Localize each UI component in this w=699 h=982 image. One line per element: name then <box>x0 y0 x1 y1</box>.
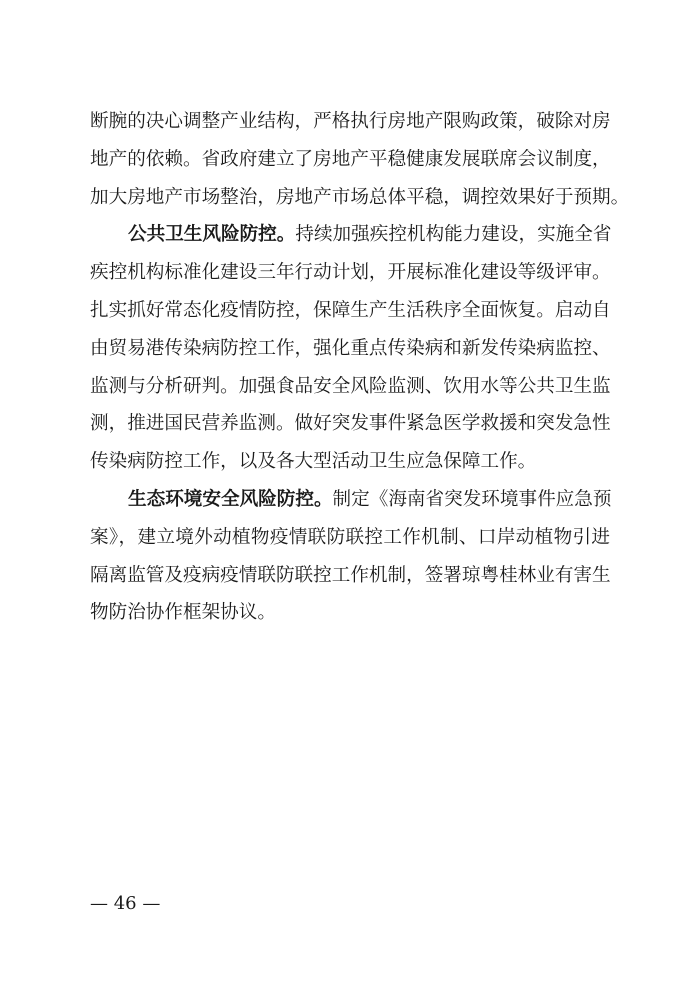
paragraph-ecology <box>90 481 610 632</box>
page-number: — 46 — <box>90 893 161 914</box>
text-line: 断腕的决心调整产业结构，严格执行房地产限购政策，破除对房 <box>90 111 611 132</box>
text-line: 监测与分析研判。加强食品安全风险监测、饮用水等公共卫生监 <box>90 375 611 397</box>
section-heading-public-health: 公共卫生风险防控。 <box>128 224 296 246</box>
text-line <box>90 481 610 519</box>
paragraph-housing <box>90 103 630 216</box>
text-line: 由贸易港传染病防控工作，强化重点传染病和新发传染病监控、 <box>90 337 611 359</box>
text-line: 隔离监管及疫病疫情联防联控工作机制，签署琼粤桂林业有害生 <box>90 564 611 586</box>
text-line: 传染病防控工作，以及各大型活动卫生应急保障工作。 <box>90 451 537 473</box>
document-body <box>90 103 630 632</box>
text-line: 案》，建立境外动植物疫情联防联控工作机制、口岸动植物引进 <box>90 526 610 548</box>
text-line: 物防治协作框架协议。 <box>90 602 276 624</box>
text-line: 测，推进国民营养监测。做好突发事件紧急医学救援和突发急性 <box>90 413 611 435</box>
text-line: 疾控机构标准化建设三年行动计划，开展标准化建设等级评审。 <box>90 262 611 284</box>
text-line <box>90 216 610 254</box>
text-line: 扎实抓好常态化疫情防控，保障生产生活秩序全面恢复。启动自 <box>90 299 611 321</box>
text-run: 持续加强疾控机构能力建设，实施全省 <box>295 224 612 246</box>
paragraph-public-health <box>90 216 610 481</box>
text-line: 加大房地产市场整治，房地产市场总体平稳，调控效果好于预期。 <box>90 186 630 208</box>
text-line: 地产的依赖。省政府建立了房地产平稳健康发展联席会议制度， <box>90 148 611 170</box>
text-run: 制定《海南省突发环境事件应急预 <box>332 488 612 510</box>
section-heading-ecology: 生态环境安全风险防控。 <box>128 488 333 510</box>
